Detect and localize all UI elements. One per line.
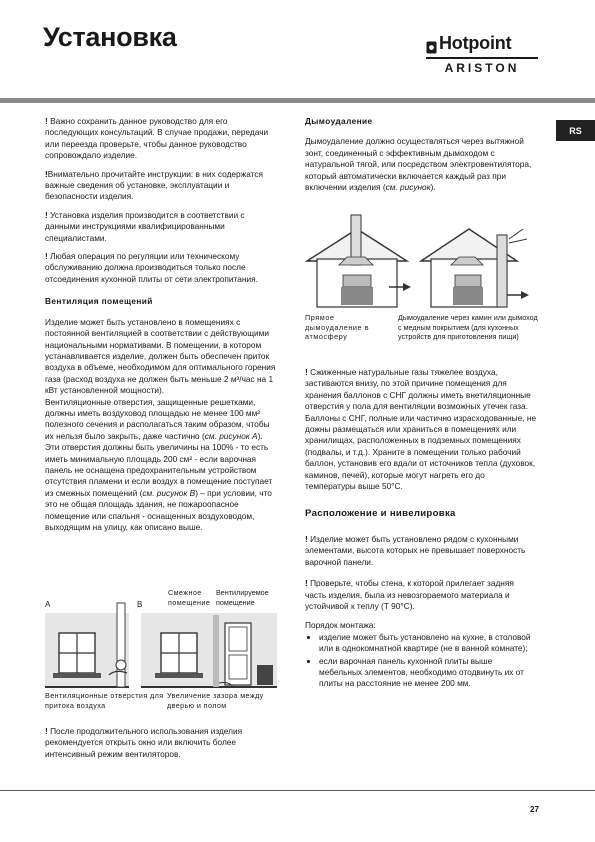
vent-paragraph: Изделие может быть установлено в помещениях с постоянной вентиляцией в соответствии с действующими национальными нормативами. В помещении, в котором устанавливается изделие, должен быть обеспечен приток воздуха в объеме, необходимом для оптимального горения газа (расход воздуха не должен быть меньше 2 м³/час на 1 кВт установленной мощности). Вентиляционные отверстия, защищенные решетками, должны иметь воздуховод площадью не менее 100 мм² полезного сечения и располагаться таким образом, чтобы их нельзя было закрыть, даже частично (см. рисунок А). Эти отверстия должны быть увеличины на 100% - то есть иметь минимальную площадь 200 см² - если варочная панель не оснащена предохранительным устройством отсутствия пламени и если воздух в помещение поступает из смежных помещений (см. рисунок В) – при условии, что это не общая площадь здания, не пожароопасное помещение или спальня - оснащенных воздуховодом, выходящим на улицу, как описано выше. — [45, 316, 276, 532]
placement-heading: Расположение и нивелировка — [305, 508, 456, 520]
after-use-note: ! После продолжительного использования изделия рекомендуется открыть окно или включить более интенсивный режим вентиляторов. — [45, 726, 243, 759]
language-tab: RS — [556, 120, 595, 141]
smoke-heading: Дымоудаление — [305, 116, 373, 126]
intro-note-1: ! Важно сохранить данное руководство для его последующих консультаций. В случае продажи, передачи или переезда проверьте, чтобы данное руководство сопровождало изделие. — [45, 116, 269, 161]
brand-name: Hotpoint — [439, 33, 512, 53]
mounting-title: Порядок монтажа: — [305, 620, 376, 631]
brand-subname: ARISTON — [444, 60, 520, 75]
mounting-item: • изделие может быть установлено на кухне, в столовой или в однокомнатной квартире (не в ванной комнате); — [319, 632, 537, 655]
smoke-direct-figure — [303, 215, 415, 310]
figure-a-caption: Вентиляционные отверстия для притока воздуха — [45, 691, 164, 710]
footer-divider — [0, 790, 595, 791]
brand-mark-icon — [426, 38, 436, 50]
ventilated-room-label: Вентилируемое помещение — [216, 588, 269, 607]
lpg-paragraph: Баллоны с СНГ, полные или частично израсходованные, не дожны размещаться или храниться в помещениях или хранилищах, расположенных в подземных помещениях (подвалы, и т.д.). Храните в помещении только рабочий баллон, установив его вдали от источников тепла (духовок, каминов, печей), которые могут нагреть его до температуры выше 50°C. — [305, 412, 537, 492]
smoke-direct-caption: Прямое дымоудаление в атмосферу — [305, 313, 370, 342]
smoke-chimney-figure — [417, 215, 537, 310]
figure-a-label: A — [45, 600, 51, 609]
intro-note-2: !Внимательно прочитайте инструкции: в них содержатся важные сведения об установке, эксплуатации и безопасности изделия. — [45, 168, 263, 202]
figure-b-caption: Увеличение зазора между дверью и полом — [167, 691, 264, 710]
intro-note-3: ! Установка изделия производится в соответствии с данными инструкциями квалифицированными специалистами. — [45, 209, 245, 243]
vent-heading: Вентиляция помещений — [45, 296, 153, 307]
smoke-chimney-caption: Дымоудаление через камин или дымоход с медным покрытием (для кухонных устройств для приготовления пищи) — [398, 313, 538, 342]
brand-logo — [426, 33, 538, 75]
adjacent-room-label: Смежное помещение — [168, 588, 211, 607]
placement-note-1: ! Изделие может быть установлено рядом с кухонными элементами, высота которых не превышает поверхность варочной панели. — [305, 533, 526, 567]
left-column — [45, 116, 277, 533]
header-divider — [0, 98, 595, 103]
lpg-note: ! Сжиженные натуральные газы тяжелее воздуха, застиваются внизу, по этой причине помещения для хранения баллонов с СНГ должны иметь внетиляционные отверстия у пола для вентиляции возможных утечек газа. — [305, 367, 531, 412]
mounting-item: • если варочная панель кухонной плиты выше мебельных элементов, необходимо отодвинуть их от плиты на расстояние не менее 200 мм. — [319, 656, 537, 690]
mounting-list — [305, 632, 537, 690]
page-title: Установка — [43, 22, 177, 52]
placement-note-2: ! Проверьте, чтобы стена, к которой прилегает задняя часть изделия, была из невозгораемого материала и устойчивой к теплу (Т 90°С). — [305, 578, 514, 611]
right-column-top — [305, 116, 537, 193]
page-number: 27 — [530, 805, 539, 814]
figure-b-label: B — [137, 600, 143, 609]
smoke-paragraph: Дымоудаление должно осуществляться через вытяжной зонт, соединенный с эффективным дымоходом с натуральной тягой, или посредством электровентилятора, который автоматически включается каждый раз при включении изделия (см. рисунок). — [305, 136, 532, 193]
right-column-bottom — [305, 367, 537, 691]
ventilation-figure — [43, 603, 279, 690]
intro-note-4: ! Любая операция по регуляции или техническому обслуживанию должна производиться только после отсоединения кухонной плиты от сети электропитания. — [45, 251, 258, 284]
